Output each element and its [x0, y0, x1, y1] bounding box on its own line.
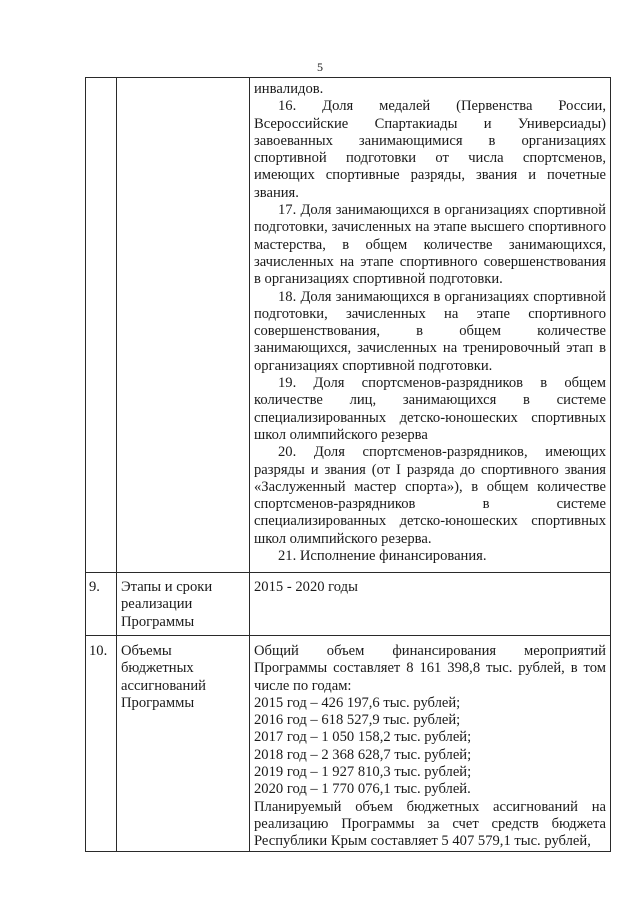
page-number: 5	[317, 60, 323, 74]
table-row	[86, 78, 611, 573]
row-value-cell: 2015 - 2020 годы	[250, 573, 611, 636]
table-row	[86, 636, 611, 852]
row-label-cell	[117, 78, 250, 573]
row-label-cell: Объемы бюджетных ассигнований Программы	[117, 636, 250, 852]
funding-budget: Планируемый объем бюджетных ассигнований на реализацию Программы за счет средств бюджета Республики Крым составляет 5 407 579,1 тыс. рублей,	[254, 798, 606, 850]
indicator-paragraph: 17. Доля занимающихся в организациях спортивной подготовки, зачисленных на этапе высшего спортивного мастерства, в общем количестве занимающихся, зачисленных на этапе спортивного совершенствования в организациях спортивной подготовки.	[254, 202, 606, 288]
row-number-cell	[86, 78, 117, 573]
indicator-paragraph: 16. Доля медалей (Первенства России, Всероссийские Спартакиады и Универсиады) завоеванных занимающимися в организациях спортивной подготовки от числа спортсменов, имеющих спортивные разряды, звания и почетные звания.	[254, 98, 606, 201]
program-passport-table	[85, 77, 611, 852]
funding-year: 2015 год – 426 197,6 тыс. рублей;	[254, 694, 461, 711]
funding-cell	[250, 636, 611, 852]
funding-intro: Общий объем финансирования мероприятий Программы составляет 8 161 398,8 тыс. рублей, в том числе по годам:	[254, 643, 606, 694]
indicator-paragraph: 18. Доля занимающихся в организациях спортивной подготовки, зачисленных на этапе спортивного совершенствования, в общем количестве занимающихся, зачисленных на тренировочный этап в организациях спортивной подготовки.	[254, 288, 606, 374]
funding-year: 2017 год – 1 050 158,2 тыс. рублей;	[254, 729, 472, 746]
table-row	[86, 573, 611, 636]
funding-year: 2019 год – 1 927 810,3 тыс. рублей;	[254, 764, 472, 781]
row-number-cell: 10.	[86, 636, 117, 852]
funding-year: 2016 год – 618 527,9 тыс. рублей;	[254, 712, 461, 729]
indicator-paragraph: 21. Исполнение финансирования.	[278, 548, 487, 565]
row-number-cell: 9.	[86, 573, 117, 636]
funding-year: 2020 год – 1 770 076,1 тыс. рублей.	[254, 781, 471, 798]
indicators-cell	[250, 78, 611, 573]
indicator-paragraph: 19. Доля спортсменов-разрядников в общем количестве лиц, занимающихся в системе специализированных детско-юношеских спортивных школ олимпийского резерва	[254, 375, 606, 443]
funding-year: 2018 год – 2 368 628,7 тыс. рублей;	[254, 746, 472, 763]
indicator-paragraph: инвалидов.	[254, 81, 324, 97]
indicator-paragraph: 20. Доля спортсменов-разрядников, имеющих разряды и звания (от I разряда до спортивного звания «Заслуженный мастер спорта»), в общем количестве спортсменов-разрядников в системе специализированных детско-юношеских спортивных школ олимпийского резерва.	[254, 444, 606, 547]
row-label-cell: Этапы и сроки реализации Программы	[117, 573, 250, 636]
